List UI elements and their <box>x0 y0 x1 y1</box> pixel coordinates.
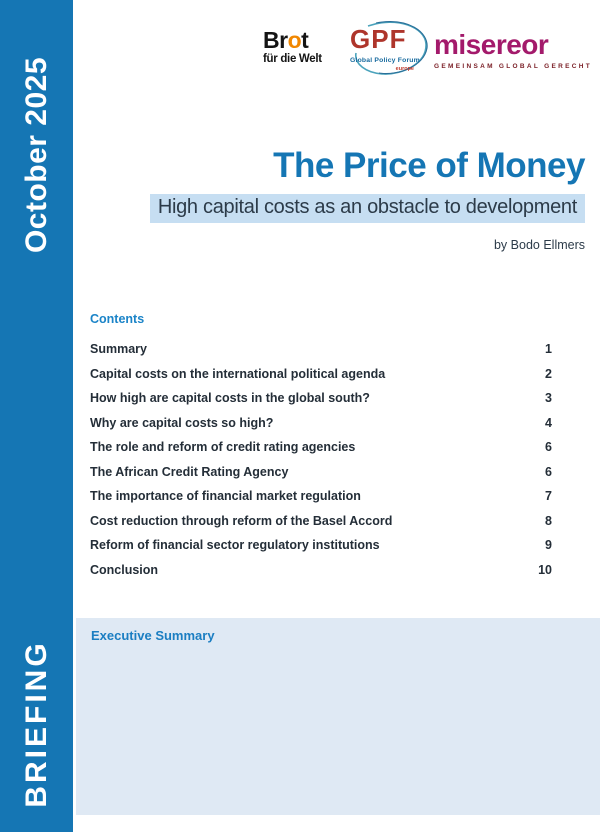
toc-entry-page-number: 6 <box>545 464 552 479</box>
toc-row[interactable] <box>90 489 552 503</box>
brot-fuer-die-welt-logo <box>263 29 322 65</box>
page-subtitle: High capital costs as an obstacle to development <box>150 194 585 223</box>
briefing-label: BRIEFING <box>20 640 53 808</box>
toc-entry-page-number: 7 <box>545 489 552 503</box>
toc-entry-label: Capital costs on the international political agenda <box>90 366 386 381</box>
toc-entry-page-number: 9 <box>545 538 552 552</box>
executive-summary-heading: Executive Summary <box>91 628 215 643</box>
toc-entry-page-number: 4 <box>545 415 552 430</box>
toc-entry-page-number: 3 <box>545 391 552 405</box>
gpf-logo-region: europe <box>395 66 414 72</box>
toc-row[interactable] <box>90 391 552 405</box>
toc-entry-label: The African Credit Rating Agency <box>90 464 289 479</box>
gpf-logo-name: Global Policy Forum <box>350 57 420 64</box>
toc-row[interactable] <box>90 440 552 454</box>
issue-date: October 2025 <box>20 56 53 254</box>
contents-heading: Contents <box>90 312 145 326</box>
toc-row[interactable] <box>90 563 552 577</box>
toc-entry-label: Summary <box>90 342 147 356</box>
toc-row[interactable] <box>90 416 552 430</box>
toc-row[interactable] <box>90 342 552 356</box>
brot-logo-orange-o: o <box>287 27 302 53</box>
toc-entry-label: Why are capital costs so high? <box>90 415 274 430</box>
brot-logo-wordmark: Brot <box>263 27 309 53</box>
toc-row[interactable] <box>90 538 552 552</box>
toc-row[interactable] <box>90 367 552 381</box>
global-policy-forum-logo <box>345 19 431 79</box>
toc-entry-label: Cost reduction through reform of the Basel Accord <box>90 513 393 528</box>
toc-entry-label: Reform of financial sector regulatory institutions <box>90 538 380 552</box>
subtitle-wrap <box>65 194 585 223</box>
toc-entry-label: The role and reform of credit rating agencies <box>90 440 356 454</box>
executive-summary-panel <box>76 618 600 815</box>
toc-entry-page-number: 8 <box>545 513 552 528</box>
toc-row[interactable] <box>90 514 552 528</box>
contents-list <box>90 342 552 577</box>
sidebar-band <box>0 0 73 832</box>
gpf-logo-acronym: GPF <box>350 24 407 54</box>
brot-logo-subline: für die Welt <box>263 53 322 65</box>
misereor-logo-tagline: GEMEINSAM GLOBAL GERECHT <box>434 63 592 70</box>
toc-entry-label: Conclusion <box>90 562 159 577</box>
toc-entry-page-number: 10 <box>538 562 552 577</box>
author-byline: by Bodo Ellmers <box>493 238 585 253</box>
page-title: The Price of Money <box>273 146 585 185</box>
table-of-contents <box>90 312 552 587</box>
toc-entry-label: How high are capital costs in the global south? <box>90 391 370 405</box>
misereor-logo <box>434 31 592 70</box>
title-block <box>65 146 585 252</box>
toc-entry-page-number: 1 <box>545 342 552 356</box>
toc-entry-label: The importance of financial market regulation <box>90 489 361 503</box>
misereor-logo-wordmark: misereor <box>434 29 549 60</box>
toc-row[interactable] <box>90 465 552 479</box>
toc-entry-page-number: 2 <box>545 366 552 381</box>
toc-entry-page-number: 6 <box>545 440 552 454</box>
